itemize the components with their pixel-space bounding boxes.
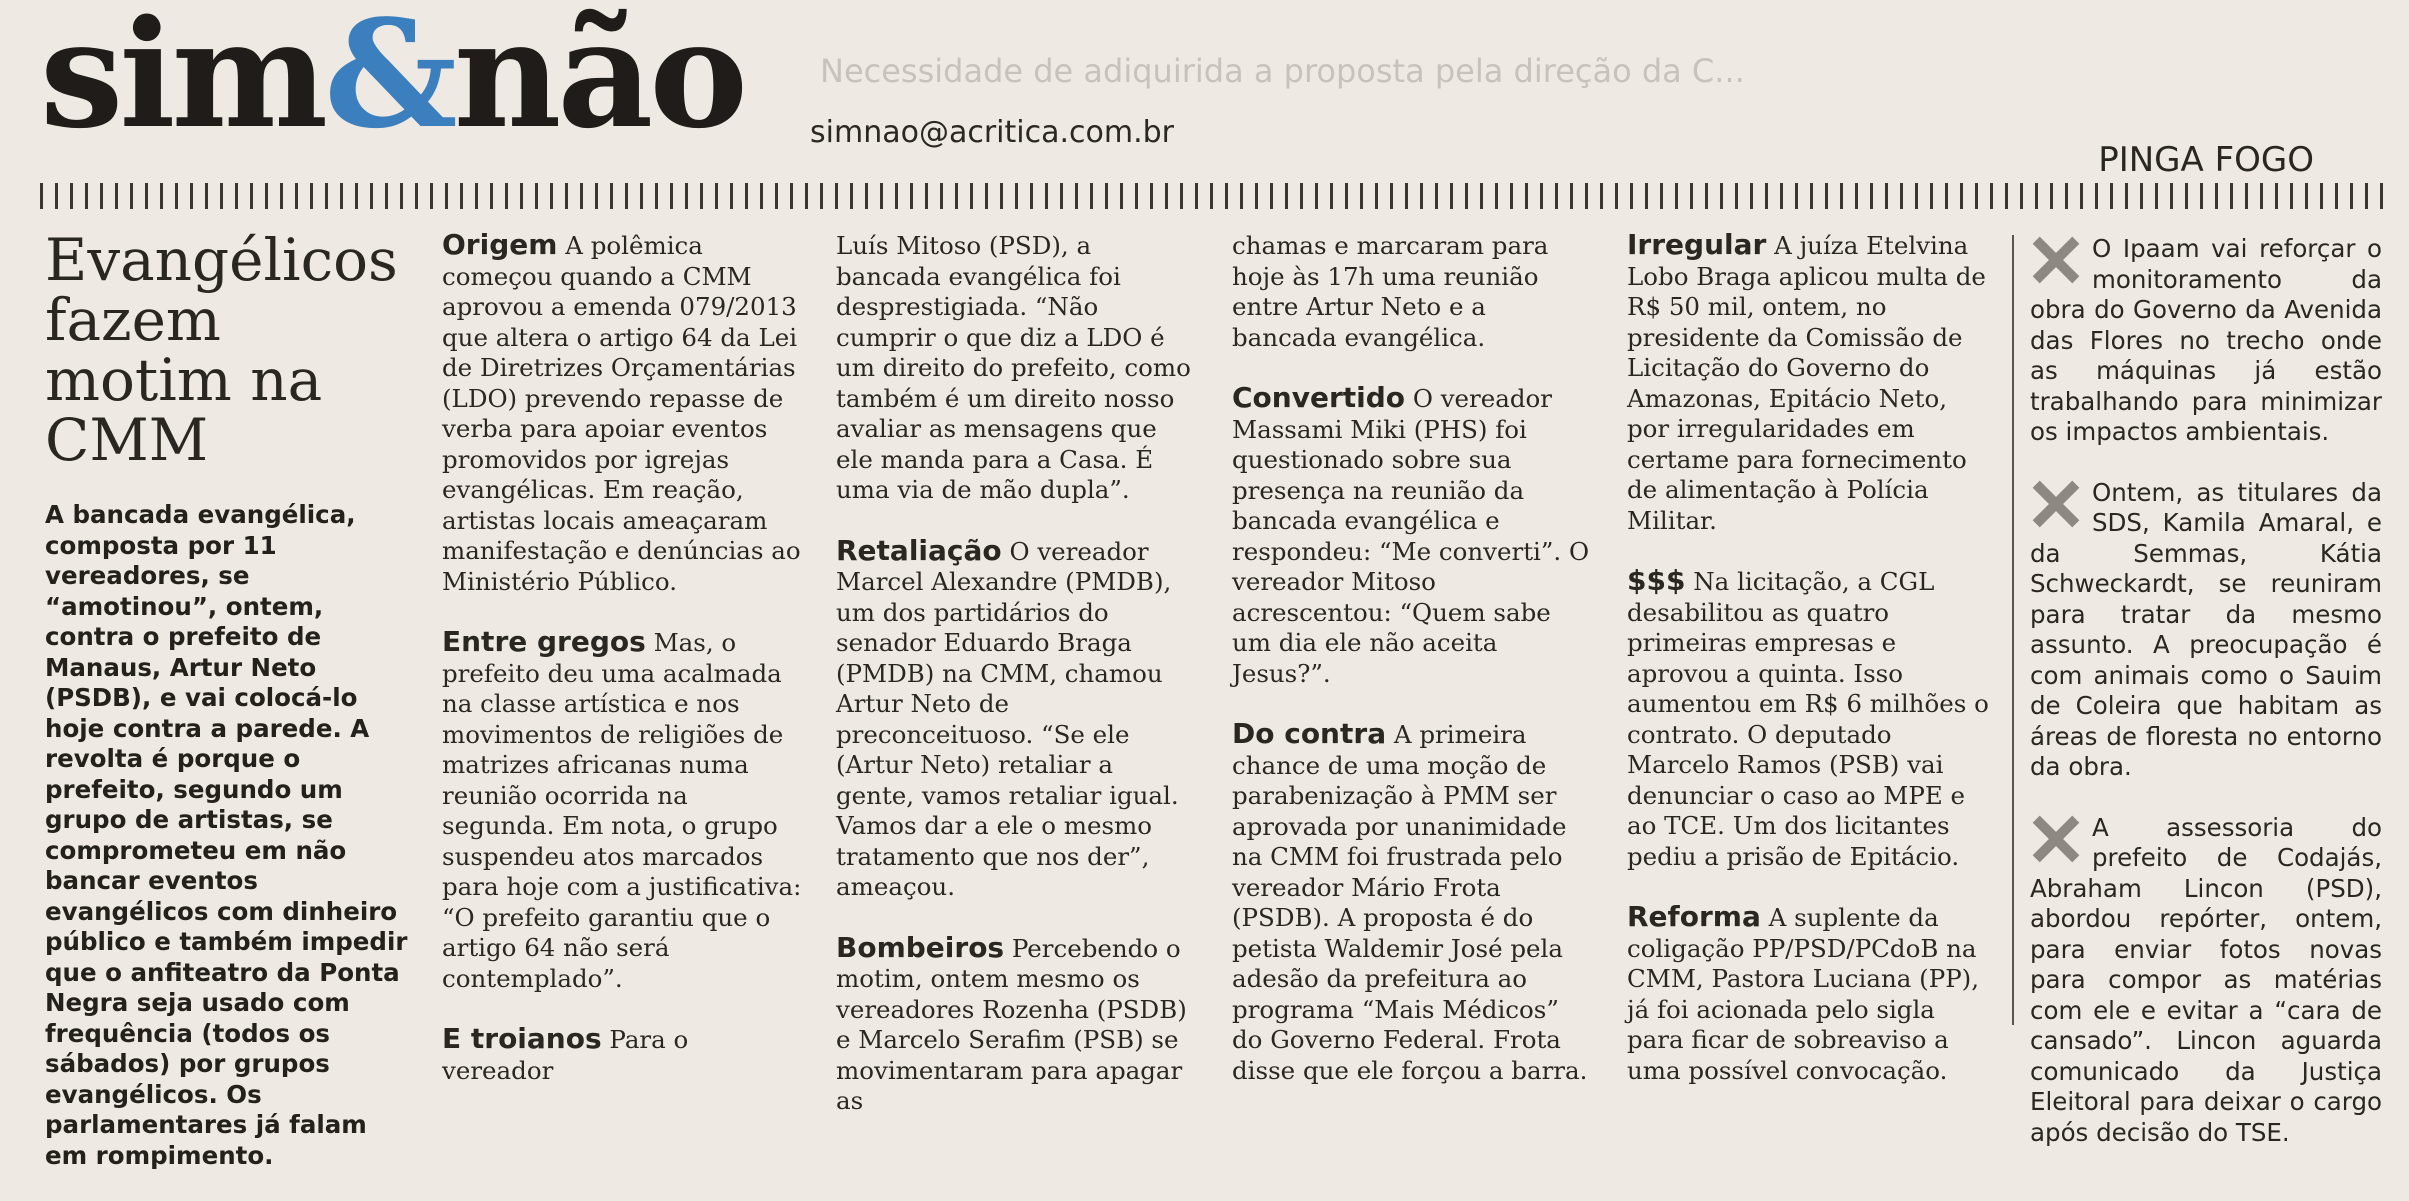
x-mark-icon — [2030, 815, 2080, 863]
note-text: A primeira chance de uma moção de parabenização à PMM ser aprovada por unanimidade na CMM foi frustrada pelo vereador Mário Frota (PSDB). A proposta é do petista Waldemir José pela adesão da prefeitura ao programa “Mais Médicos” do Governo Federal. Frota disse que ele forçou a barra. — [1232, 720, 1588, 1085]
note-kicker: Do contra — [1232, 717, 1387, 750]
logo-sim: sim — [40, 0, 325, 161]
logo-ampersand: & — [324, 0, 454, 161]
note-item — [1627, 566, 1992, 872]
note-kicker: Bombeiros — [836, 930, 1005, 964]
column-email: simnao@acritica.com.br — [810, 115, 1174, 150]
note-kicker: Reforma — [1627, 900, 1761, 933]
note-item — [836, 930, 1198, 1117]
column-divider — [2012, 235, 2014, 1025]
note-item — [1627, 230, 1992, 536]
pinga-fogo-item — [2030, 478, 2382, 783]
pinga-fogo-column — [2030, 234, 2382, 1178]
pinga-fogo-item — [2030, 813, 2382, 1149]
note-text: chamas e marcaram para hoje às 17h uma reunião entre Artur Neto e a bancada evangélica. — [1232, 231, 1549, 352]
bleed-through-text: Necessidade de adiquirida a proposta pela direção da C... — [820, 52, 1745, 90]
notes-column-4 — [1232, 230, 1594, 1116]
note-text: O vereador Marcel Alexandre (PMDB), um dos partidários do senador Eduardo Braga (PMDB) na CMM, chamou Artur Neto de preconceituoso. “Se ele (Artur Neto) retaliar a gente, vamos retaliar igual. Vamos dar a ele o mesmo tratamento que nos der”, ameaçou. — [836, 536, 1179, 901]
notes-column-2 — [442, 230, 804, 1116]
headline: Evangélicos fazem motim na CMM — [45, 226, 398, 474]
note-item — [442, 230, 804, 597]
x-mark-icon — [2030, 480, 2080, 528]
note-kicker: Retaliação — [836, 533, 1002, 567]
note-text: A polêmica começou quando a CMM aprovou a emenda 079/2013 que altera o artigo 64 da Lei de Diretrizes Orçamentárias (LDO) prevendo repasse de verba para apoiar eventos promovidos por igrejas evangélicas. Em reação, artistas locais ameaçaram manifestação e denúncias ao Ministério Público. — [442, 231, 801, 596]
logo-nao: não — [453, 0, 744, 161]
note-kicker: Entre gregos — [442, 625, 646, 658]
lead-paragraph: A bancada evangélica, composta por 11 vereadores, se “amotinou”, ontem, contra o prefeito de Manaus, Artur Neto (PSDB), e vai colocá-lo hoje contra a parede. A revolta é porque o prefeito, segundo um grupo de artistas, se comprometeu em não bancar eventos evangélicos com dinheiro público e também impedir que o anfiteatro da Ponta Negra seja usado com frequência (todos os sábados) por grupos evangélicos. Os parlamentares já falam em rompimento. — [45, 500, 408, 1170]
note-item — [836, 533, 1198, 903]
pinga-fogo-text: Ontem, as titulares da SDS, Kamila Amaral, e da Semmas, Kátia Schweckardt, se reuniram para tratar da mesmo assunto. A preocupação é com animais como o Sauim de Coleira que habitam as áreas de floresta no entorno da obra. — [2030, 477, 2382, 781]
note-kicker: Convertido — [1232, 381, 1406, 414]
note-text: Mas, o prefeito deu uma acalmada na classe artística e nos movimentos de religiões de matrizes africanas numa reunião ocorrida na segunda. Em nota, o grupo suspendeu atos marcados para hoje com a justificativa: “O prefeito garantiu que o artigo 64 não será contemplado”. — [442, 628, 802, 993]
ruler-divider — [40, 183, 2385, 209]
note-kicker: Origem — [442, 228, 558, 261]
x-mark-icon — [2030, 236, 2080, 284]
pinga-fogo-text: A assessoria do prefeito de Codajás, Abraham Lincon (PSD), abordou repórter, ontem, para enviar fotos novas para compor as matérias com ele e evitar a “cara de cansado”. Lincon aguarda comunicado da Justiça Eleitoral para deixar o cargo após decisão do TSE. — [2030, 812, 2382, 1147]
pinga-fogo-item — [2030, 234, 2382, 448]
note-item — [442, 627, 804, 994]
note-kicker: $$$ — [1627, 564, 1686, 597]
note-text: Na licitação, a CGL desabilitou as quatro primeiras empresas e aprovou a quinta. Isso aumentou em R$ 6 milhões o contrato. O deputado Marcelo Ramos (PSB) vai denunciar o caso ao MPE e ao TCE. Um dos licitantes pediu a prisão de Epitácio. — [1627, 567, 1989, 871]
note-item — [1627, 902, 1992, 1086]
notes-column-3 — [836, 230, 1198, 1147]
note-text: Percebendo o motim, ontem mesmo os vereadores Rozenha (PSDB) e Marcelo Serafim (PSB) se movimentaram para apagar as — [836, 933, 1187, 1115]
lead-story — [45, 226, 415, 1201]
section-label: PINGA FOGO — [2098, 140, 2314, 180]
note-text: A suplente da coligação PP/PSD/PCdoB na CMM, Pastora Luciana (PP), já foi acionada pelo sigla para ficar de sobreaviso a uma possível convocação. — [1627, 903, 1980, 1085]
column-logo — [40, 0, 744, 161]
note-item — [1232, 230, 1594, 353]
note-kicker: E troianos — [442, 1022, 602, 1055]
note-item — [1232, 719, 1594, 1086]
note-item — [442, 1024, 804, 1086]
pinga-fogo-text: O Ipaam vai reforçar o monitoramento da obra do Governo da Avenida das Flores no trecho onde as máquinas já estão trabalhando para minimizar os impactos ambientais. — [2030, 234, 2382, 446]
note-text: Luís Mitoso (PSD), a bancada evangélica foi desprestigiada. “Não cumprir o que diz a LDO é um direito do prefeito, como também é um direito nosso avaliar as mensagens que ele manda para a Casa. É uma via de mão dupla”. — [836, 231, 1191, 504]
note-text: O vereador Massami Miki (PHS) foi questionado sobre sua presença na reunião da bancada evangélica e respondeu: “Me converti”. O vereador Mitoso acrescentou: “Quem sabe um dia ele não aceita Jesus?”. — [1232, 384, 1590, 688]
note-item — [1232, 383, 1594, 689]
note-kicker: Irregular — [1627, 228, 1767, 261]
notes-column-5 — [1627, 230, 1992, 1116]
note-text: Para o vereador — [442, 1025, 689, 1085]
note-item — [836, 230, 1198, 506]
note-text: A juíza Etelvina Lobo Braga aplicou multa de R$ 50 mil, ontem, no presidente da Comissão de Licitação do Governo do Amazonas, Epitácio Neto, por irregularidades em certame para fornecimento de alimentação à Polícia Militar. — [1627, 231, 1986, 535]
masthead — [40, 0, 2370, 160]
